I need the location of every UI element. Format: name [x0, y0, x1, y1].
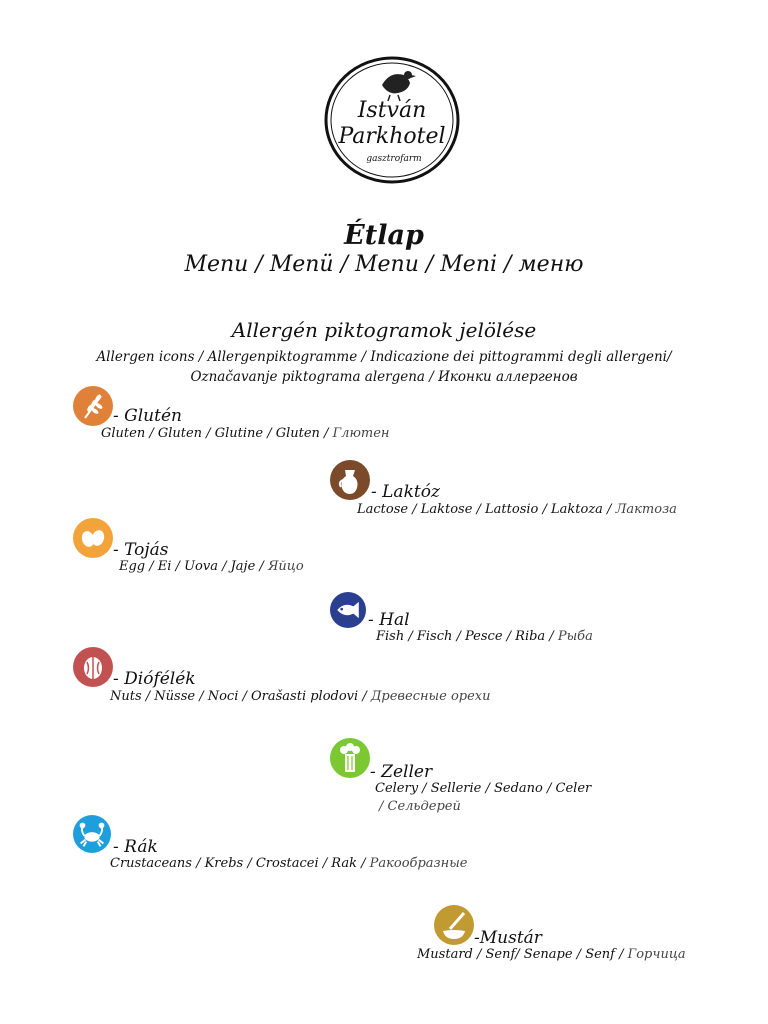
allergen-section-sub2: Označavanje piktograma alergena / Иконки аллергенов: [190, 369, 578, 385]
allergen-trans-lactose: Lactose / Laktose / Lattosio / Laktoza / Лактоза: [357, 502, 677, 517]
allergen-trans-crustaceans: Crustaceans / Krebs / Crostacei / Rak / Ракообразные: [110, 856, 468, 871]
page-title: Étlap: [344, 220, 424, 251]
logo-line3: gasztrofarm: [366, 154, 422, 164]
logo-line1: István: [357, 98, 427, 123]
hen-icon: [382, 71, 416, 101]
allergen-section-title: Allergén piktogramok jelölése: [231, 318, 537, 342]
hotel-logo: [322, 55, 462, 185]
allergen-trans-fish: Fish / Fisch / Pesce / Riba / Рыба: [376, 629, 593, 644]
allergen-trans-mustard: Mustard / Senf/ Senape / Senf / Горчица: [417, 947, 686, 962]
wheat-icon: [73, 386, 113, 426]
page-subtitle: Menu / Menü / Menu / Meni / меню: [184, 252, 584, 277]
allergen-trans-celery: Celery / Sellerie / Sedano / Celer: [375, 781, 592, 796]
allergen-name-lactose: - Laktóz: [371, 482, 440, 502]
logo-line2: Parkhotel: [338, 124, 446, 149]
allergen-name-fish: - Hal: [368, 610, 410, 630]
fish-icon: [330, 592, 366, 628]
allergen-name-gluten: - Glutén: [113, 406, 182, 426]
celery-icon: [330, 738, 370, 778]
allergen-trans-celery-ru: / Сельдерей: [379, 799, 461, 814]
mustard-icon: [434, 905, 474, 945]
allergen-trans-egg: Egg / Ei / Uova / Jaje / Яйцо: [119, 559, 304, 574]
jug-icon: [330, 460, 370, 500]
crab-icon: [73, 815, 111, 853]
allergen-name-egg: - Tojás: [113, 540, 169, 560]
allergen-section-sub1: Allergen icons / Allergenpiktogramme / Indicazione dei pittogrammi degli allergeni/: [96, 349, 672, 365]
allergen-name-nuts: - Diófélék: [113, 669, 196, 689]
allergen-trans-nuts: Nuts / Nüsse / Noci / Orašasti plodovi / Древесные орехи: [110, 689, 491, 704]
allergen-name-celery: - Zeller: [370, 762, 433, 782]
allergen-trans-gluten: Gluten / Gluten / Glutine / Gluten / Глютен: [101, 426, 390, 441]
walnut-icon: [73, 647, 113, 687]
allergen-name-mustard: -Mustár: [474, 928, 542, 948]
eggs-icon: [73, 518, 113, 558]
allergen-name-crustaceans: - Rák: [113, 837, 158, 857]
